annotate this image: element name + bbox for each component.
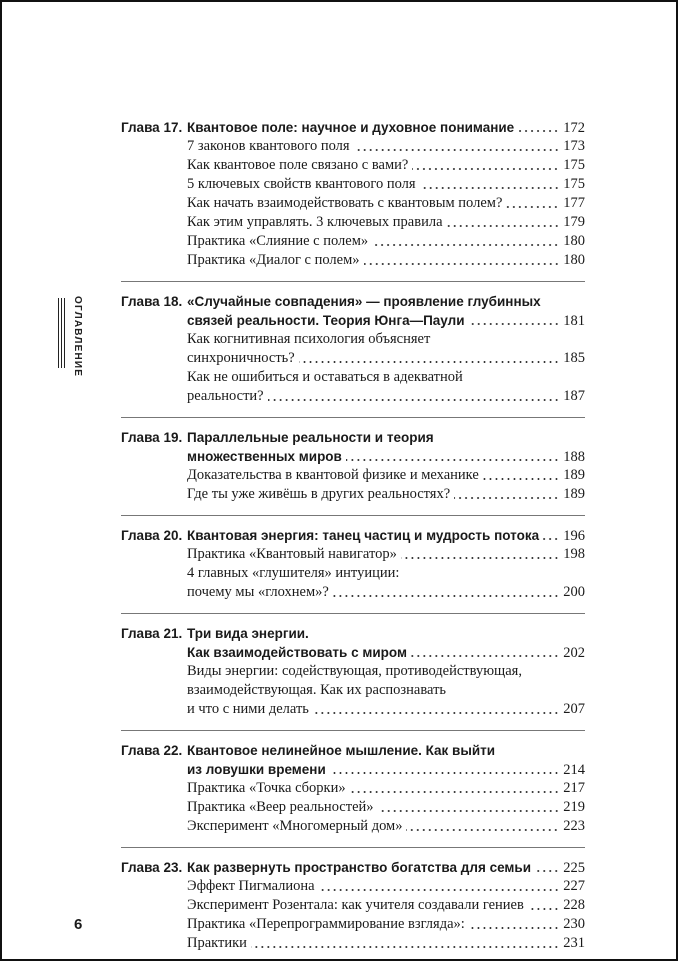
page-reference: 196 xyxy=(563,528,585,544)
page-number: 6 xyxy=(74,916,83,933)
toc-chapter xyxy=(121,613,585,730)
page-reference: 202 xyxy=(563,645,585,661)
dot-leader xyxy=(350,790,560,794)
toc-entry[interactable] xyxy=(121,194,585,213)
toc-entry[interactable] xyxy=(121,213,585,232)
section-title: 5 ключевых свойств квантового поля xyxy=(187,176,416,192)
page-reference: 217 xyxy=(563,780,585,796)
chapter-title: множественных миров xyxy=(187,449,342,464)
dot-leader xyxy=(333,594,559,598)
toc-entry[interactable] xyxy=(121,447,585,466)
toc-entry[interactable] xyxy=(121,349,585,368)
toc-entry[interactable] xyxy=(121,817,585,836)
toc-chapter xyxy=(121,417,585,515)
toc-entry[interactable] xyxy=(121,526,585,545)
section-title: Как не ошибиться и оставаться в адекватной xyxy=(187,369,463,385)
chapter-title: связей реальности. Теория Юнга—Паули xyxy=(187,313,465,328)
dot-leader xyxy=(483,477,559,481)
chapter-title: Квантовое нелинейное мышление. Как выйти xyxy=(187,743,496,758)
side-tab-rules xyxy=(58,298,65,368)
section-title: синхроничность? xyxy=(187,350,295,366)
dot-leader xyxy=(364,262,560,266)
chapter-title: Квантовое поле: научное и духовное понимание xyxy=(187,120,515,135)
page-reference: 173 xyxy=(563,138,585,154)
section-title: Практики xyxy=(187,935,247,951)
section-title: Как этим управлять. 3 ключевых правила xyxy=(187,214,443,230)
toc-entry[interactable] xyxy=(121,915,585,934)
page-reference: 179 xyxy=(563,214,585,230)
chapter-label: Глава 18. xyxy=(121,294,183,309)
page-reference: 225 xyxy=(563,860,585,876)
dot-leader xyxy=(330,771,559,775)
dot-leader xyxy=(411,654,559,658)
dot-leader xyxy=(354,148,560,152)
toc-chapter xyxy=(121,730,585,847)
page-reference: 187 xyxy=(563,388,585,404)
dot-leader xyxy=(528,907,559,911)
page-reference: 219 xyxy=(563,799,585,815)
toc-entry[interactable] xyxy=(121,934,585,953)
page-reference: 198 xyxy=(563,546,585,562)
toc-entry[interactable] xyxy=(121,624,585,643)
toc-chapter xyxy=(121,847,585,964)
toc-entry[interactable] xyxy=(121,156,585,175)
chapter-label: Глава 21. xyxy=(121,626,183,641)
toc-entry[interactable] xyxy=(121,643,585,662)
dot-leader xyxy=(406,828,559,832)
dot-leader xyxy=(535,869,559,873)
section-title: Эксперимент Розентала: как учителя создавали гениев xyxy=(187,897,524,913)
toc-entry[interactable] xyxy=(121,858,585,877)
dot-leader xyxy=(412,167,559,171)
section-title: Доказательства в квантовой физике и механике xyxy=(187,467,479,483)
chapter-title: Квантовая энергия: танец частиц и мудрость потока xyxy=(187,528,540,543)
dot-leader xyxy=(251,945,559,949)
dot-leader xyxy=(299,360,560,364)
dot-leader xyxy=(447,224,560,228)
toc-entry[interactable] xyxy=(121,877,585,896)
toc-chapter xyxy=(121,281,585,417)
toc-entry[interactable] xyxy=(121,368,585,387)
section-title: 7 законов квантового поля xyxy=(187,138,350,154)
toc-entry[interactable] xyxy=(121,137,585,156)
toc-chapter xyxy=(121,118,585,281)
page-reference: 185 xyxy=(563,350,585,366)
section-title: Где ты уже живёшь в других реальностях? xyxy=(187,486,451,502)
section-title: Эффект Пигмалиона xyxy=(187,878,315,894)
page-reference: 227 xyxy=(563,878,585,894)
toc-entry[interactable] xyxy=(121,896,585,915)
chapter-title: из ловушки времени xyxy=(187,762,326,777)
toc-entry[interactable] xyxy=(121,428,585,447)
dot-leader xyxy=(401,556,559,560)
chapter-label: Глава 17. xyxy=(121,120,183,135)
section-title: Практика «Диалог с полем» xyxy=(187,252,360,268)
dot-leader xyxy=(268,398,560,402)
dot-leader xyxy=(313,711,559,715)
page-reference: 180 xyxy=(563,252,585,268)
section-side-label: ОГЛАВЛЕНИЕ xyxy=(72,296,83,378)
page-reference: 200 xyxy=(563,584,585,600)
chapter-title: Как взаимодействовать с миром xyxy=(187,645,407,660)
chapter-title: Три вида энергии. xyxy=(187,626,309,641)
toc-entry[interactable] xyxy=(121,466,585,485)
section-title: 4 главных «глушителя» интуиции: xyxy=(187,565,400,581)
section-title: взаимодействующая. Как их распознавать xyxy=(187,682,447,698)
page-reference: 231 xyxy=(563,935,585,951)
toc-chapter xyxy=(121,515,585,613)
toc-entry[interactable] xyxy=(121,118,585,137)
section-side-tab xyxy=(58,296,83,377)
chapter-label: Глава 22. xyxy=(121,743,183,758)
dot-leader xyxy=(543,537,559,541)
section-title: Как начать взаимодействовать с квантовым полем? xyxy=(187,195,503,211)
dot-leader xyxy=(469,926,559,930)
chapter-label: Глава 19. xyxy=(121,430,183,445)
page-reference: 228 xyxy=(563,897,585,913)
toc-entry[interactable] xyxy=(121,662,585,681)
section-title: Виды энергии: содействующая, противодействующая, xyxy=(187,663,522,679)
toc-entry[interactable] xyxy=(121,485,585,504)
dot-leader xyxy=(518,129,559,133)
section-title: Практика «Квантовый навигатор» xyxy=(187,546,397,562)
dot-leader xyxy=(469,322,560,326)
page-reference: 175 xyxy=(563,157,585,173)
chapter-title: Как развернуть пространство богатства для семьи xyxy=(187,860,531,875)
toc-entry[interactable] xyxy=(121,760,585,779)
toc-entry[interactable] xyxy=(121,545,585,564)
page-reference: 172 xyxy=(563,120,585,136)
toc-entry[interactable] xyxy=(121,330,585,349)
section-title: и что с ними делать xyxy=(187,701,309,717)
section-title: Как квантовое поле связано с вами? xyxy=(187,157,409,173)
toc-entry[interactable] xyxy=(121,564,585,583)
toc-entry[interactable] xyxy=(121,741,585,760)
toc-entry[interactable] xyxy=(121,798,585,817)
chapter-label: Глава 23. xyxy=(121,860,183,875)
page-reference: 207 xyxy=(563,701,585,717)
chapter-title: Параллельные реальности и теория xyxy=(187,430,434,445)
page-reference: 214 xyxy=(563,762,585,778)
table-of-contents xyxy=(121,118,585,964)
page-reference: 189 xyxy=(563,486,585,502)
toc-entry[interactable] xyxy=(121,681,585,700)
page-reference: 177 xyxy=(563,195,585,211)
dot-leader xyxy=(454,496,559,500)
toc-entry[interactable] xyxy=(121,583,585,602)
dot-leader xyxy=(506,205,559,209)
section-title: реальности? xyxy=(187,388,264,404)
page-reference: 181 xyxy=(563,313,585,329)
toc-entry[interactable] xyxy=(121,232,585,251)
page-reference: 223 xyxy=(563,818,585,834)
toc-entry[interactable] xyxy=(121,175,585,194)
section-title: Практика «Слияние с полем» xyxy=(187,233,369,249)
dot-leader xyxy=(378,809,560,813)
page-reference: 188 xyxy=(563,449,585,465)
section-title: Практика «Точка сборки» xyxy=(187,780,346,796)
section-title: Эксперимент «Многомерный дом» xyxy=(187,818,403,834)
toc-entry[interactable] xyxy=(121,311,585,330)
toc-entry[interactable] xyxy=(121,700,585,719)
chapter-title: «Случайные совпадения» — проявление глубинных xyxy=(187,294,541,309)
toc-entry[interactable] xyxy=(121,251,585,270)
dot-leader xyxy=(346,458,559,462)
dot-leader xyxy=(420,186,560,190)
page-reference: 230 xyxy=(563,916,585,932)
chapter-label: Глава 20. xyxy=(121,528,183,543)
section-title: почему мы «глохнем»? xyxy=(187,584,329,600)
section-title: Как когнитивная психология объясняет xyxy=(187,331,431,347)
section-title: Практика «Веер реальностей» xyxy=(187,799,374,815)
toc-entry[interactable] xyxy=(121,387,585,406)
section-title: Практика «Перепрограммирование взгляда»: xyxy=(187,916,465,932)
page-reference: 175 xyxy=(563,176,585,192)
toc-entry[interactable] xyxy=(121,292,585,311)
dot-leader xyxy=(319,888,560,892)
page-reference: 180 xyxy=(563,233,585,249)
dot-leader xyxy=(372,243,559,247)
page-reference: 189 xyxy=(563,467,585,483)
toc-entry[interactable] xyxy=(121,779,585,798)
